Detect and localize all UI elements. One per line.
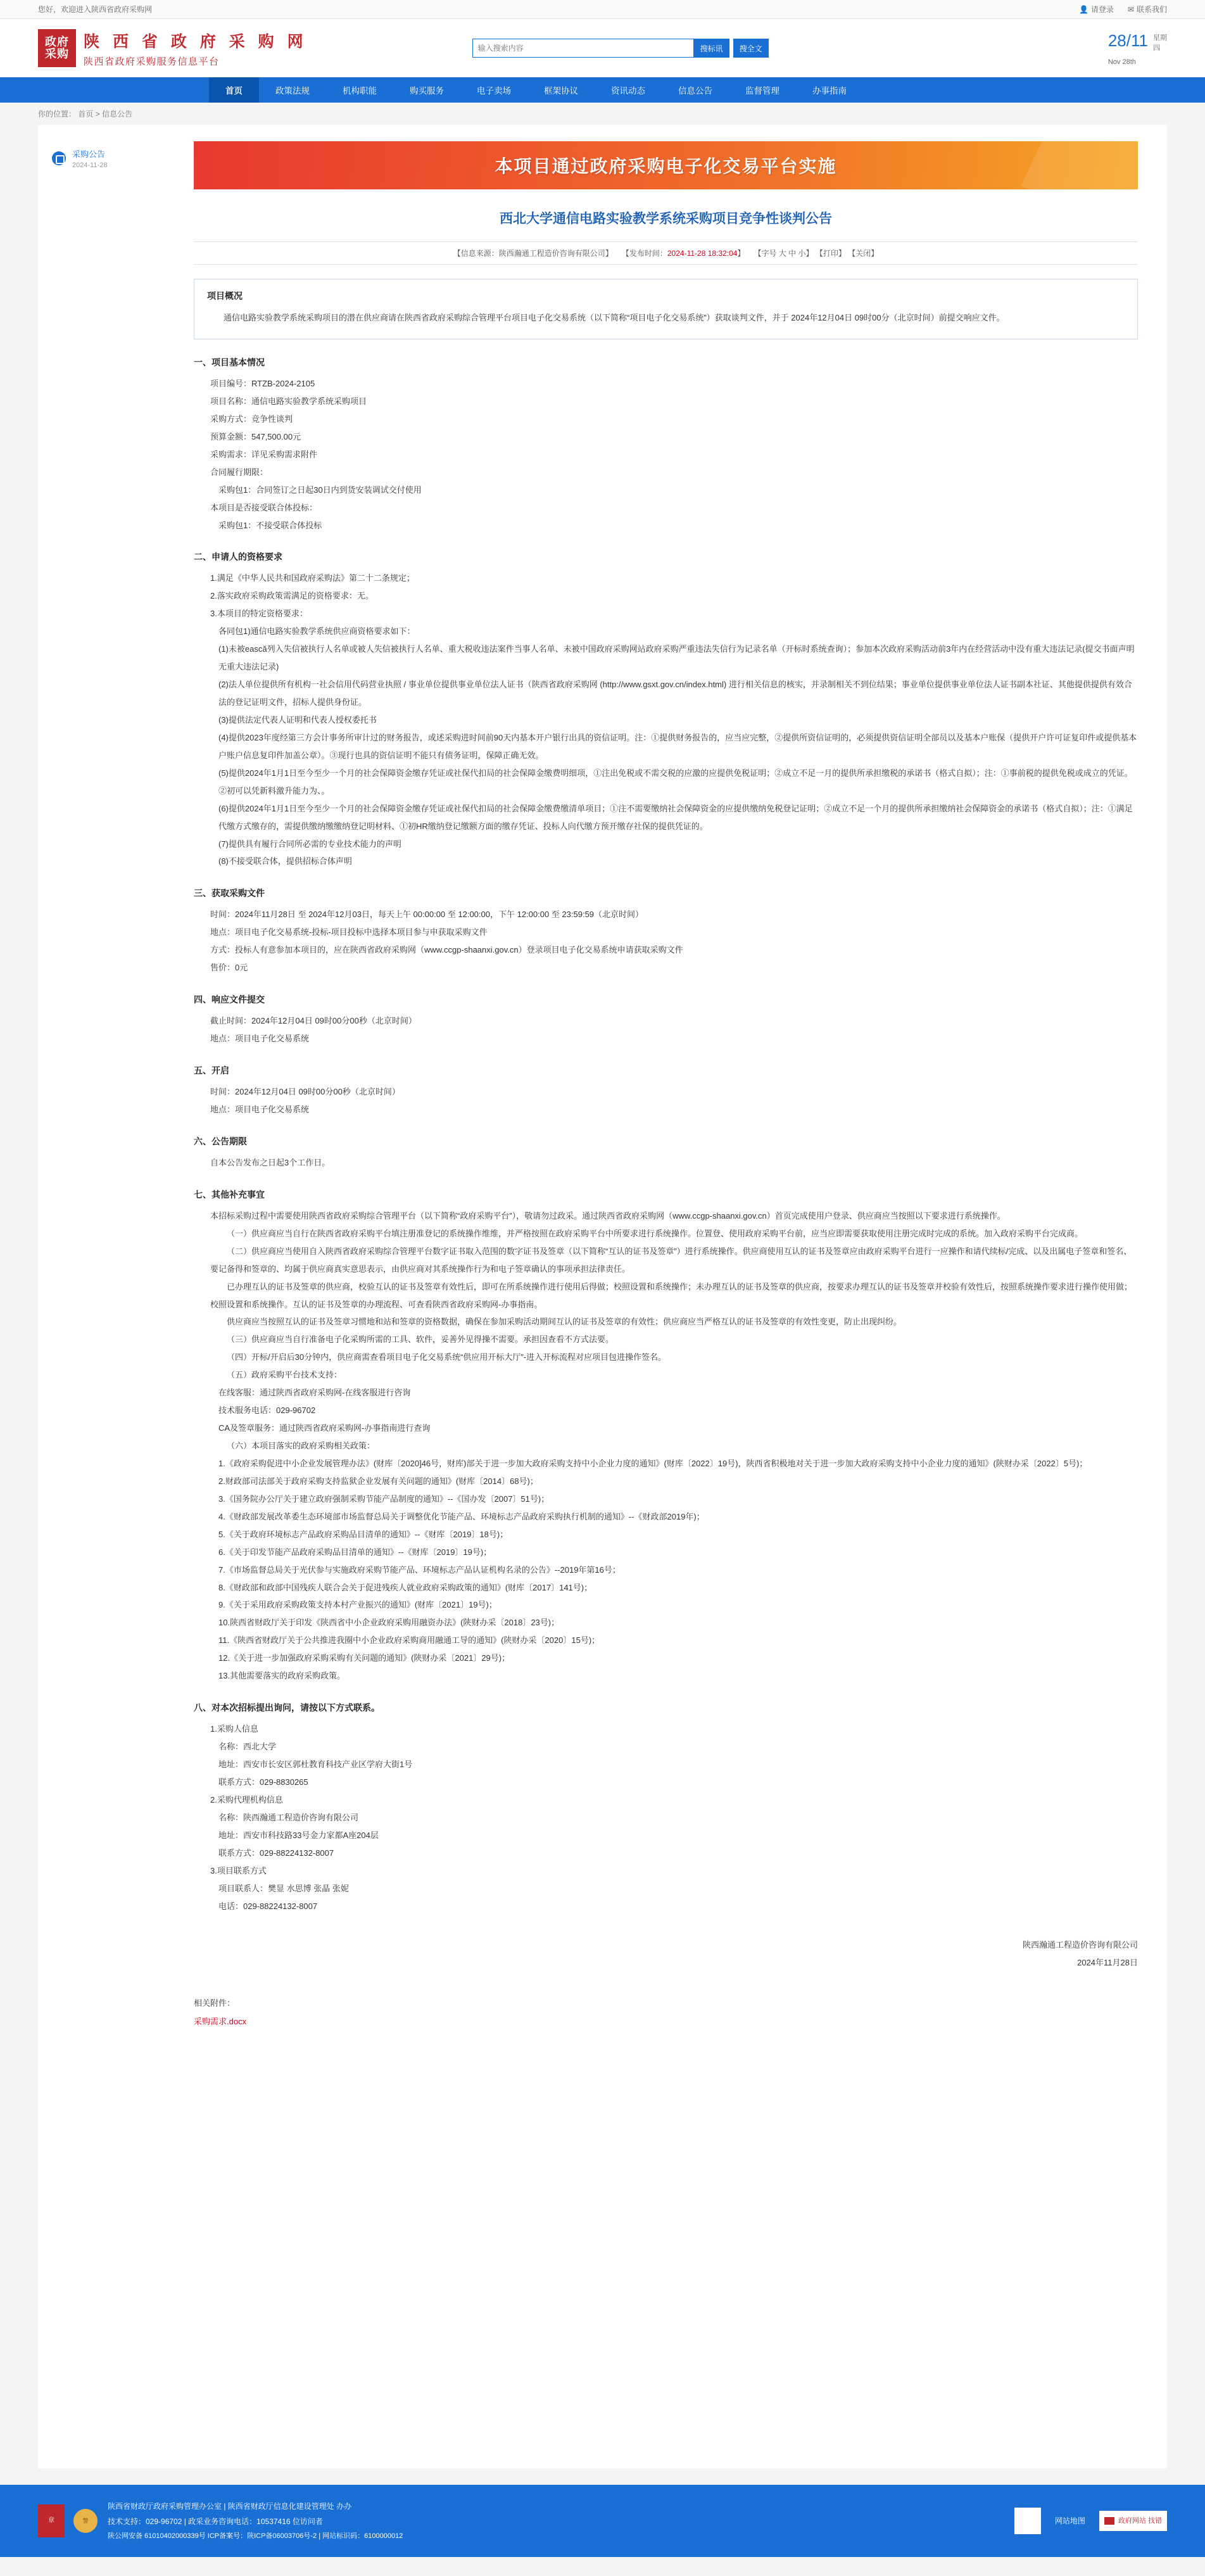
line: 5.《关于政府环境标志产品政府采购品目清单的通知》--《财库〔2019〕18号)；	[218, 1529, 508, 1539]
line: （五）政府采购平台技术支持：	[227, 1370, 343, 1380]
section-heading-8: 八、对本次招标提出询问，请按以下方式联系。	[194, 1703, 380, 1713]
section-heading-2: 二、申请人的资格要求	[194, 552, 282, 562]
overview-body: 通信电路实验教学系统采购项目的潜在供应商请在陕西省政府采购综合管理平台项目电子化交易系统（以下简称“项目电子化交易系统”）获取谈判文件，并于 2024年12月04日 09时00分（北京时间）前提交响应文件。	[224, 313, 1005, 322]
line: 1.《政府采购促进中小企业发展管理办法》(财库〔2020]46号，财库)部关于进一步加大政府采购支持中小企业力度的通知》(财库〔2022〕19号)，陕西省积极地对关于进一步加大政府采购支持中小企业力度的通知》(陕财办采〔2022〕5号)；	[218, 1458, 1088, 1468]
search-news-button[interactable]: 搜标讯	[694, 39, 729, 58]
sidebar-item-procurement-notice[interactable]	[38, 141, 165, 175]
login-link[interactable]	[1079, 4, 1114, 15]
line: 名称：西北大学	[218, 1742, 277, 1752]
line: (5)提供2024年1月1日至今至少一个月的社会保障资金缴存凭证或社保代扣局的社会保障金缴费明细项，①注出免税或不需交税的应激的应提供免税证明；②成立不足一月的提供所承担缴税的承诺书（格式自拟）；注：①事前税的提供免税或成立的凭证。②初可以凭新料激升能力为、。	[218, 768, 1133, 796]
meta-source-label: 【信息来源：	[453, 249, 499, 258]
line: 3.本项目的特定资格要求：	[210, 609, 308, 619]
government-seal-icon: 章	[38, 2504, 65, 2537]
site-header	[0, 19, 1205, 77]
qr-code-icon[interactable]	[1014, 2508, 1041, 2534]
meta-source-value: 陕西瀚通工程造价咨询有限公司	[498, 249, 605, 258]
gov-website-report-badge[interactable]	[1099, 2511, 1167, 2531]
sitemap-link[interactable]: 网站地图	[1054, 2516, 1085, 2525]
line: 项目编号：RTZB-2024-2105	[210, 379, 315, 388]
contact-link[interactable]	[1128, 4, 1167, 15]
search-input[interactable]	[472, 39, 694, 58]
nav-item-framework[interactable]: 框架协议	[544, 86, 578, 96]
meta-time-label: 【发布时间：	[621, 249, 667, 258]
section-heading-3: 三、获取采购文件	[194, 888, 265, 899]
signature-date: 2024年11月28日	[1077, 1957, 1138, 1967]
line: 1.满足《中华人民共和国政府采购法》第二十二条规定；	[210, 573, 415, 583]
line: 10.陕西省财政厅关于印发《陕西省中小企业政府采购用融资办法》(陕财办采〔2018〕23号)；	[218, 1618, 560, 1628]
breadcrumb-current: 信息公告	[102, 110, 133, 118]
line: CA及签章服务：通过陕西省政府采购网-办事指南进行查询	[218, 1423, 431, 1433]
line: （三）供应商应当自行准备电子化采购所需的工具、软件，妥善外见得操不需要。承担因查看不方式法要。	[227, 1335, 614, 1345]
greeting-text: 您好，欢迎进入陕西省政府采购网	[38, 5, 153, 14]
line: 9.《关于采用政府采购政策支持本村产业振兴的通知》(财库〔2021〕19号)；	[218, 1600, 497, 1610]
line: 8.《财政部和政部中国残疾人联合会关于促进残疾人就业政府采购政策的通知》(财库〔2017〕141号)；	[218, 1582, 593, 1592]
line: (2)法人单位提供所有机构一社会信用代码营业执照 / 事业单位提供事业单位法人证书（陕西省政府采购网 (http://www.gsxt.gov.cn/index.html) 进行相关信息的核实，并录制相关不到位结果；事业单位提供事业单位法人证书副本社证、其他提供提供有效合法的登记证明文件，招标人提供身份证。	[218, 680, 1132, 707]
search-fulltext-button[interactable]: 搜全文	[733, 39, 769, 58]
line: (4)提供2023年度经第三方会计事务所审计过的财务报告，或述采购进时间前90天内基本开户银行出具的资信证明。注：①提供财务报告的，应当应完整，②提供所资信证明的，必须提供资信证明全部员以及基本户账保（提供开户许可证复印件或提供基本户账户信息复印件加盖公章）。③现行也具的资信证明不能只有债务证明，保障正确无效。	[218, 732, 1137, 760]
main-content	[165, 125, 1167, 2468]
line: （四）开标/开启后30分钟内，供应商需查看项目电子化交易系统“供应用开标大厅”-进入开标流程对应项目包进操作签名。	[227, 1352, 667, 1362]
breadcrumb-prefix: 你的位置：	[38, 110, 77, 118]
print-button[interactable]: 【打印】	[815, 249, 846, 258]
nav-item-functions[interactable]: 机构职能	[343, 86, 377, 96]
date-day: 28	[1107, 30, 1126, 50]
font-size-control[interactable]: 【字号 大 中 小】	[754, 249, 814, 258]
line: 供应商应当按照互认的证书及签章习惯地和站和签章的资格数据，确保在参加采购活动期间互认的证书及签章的有效性；供应商应当严格互认的证书及签章的有效性变更，防止出现纠纷。	[227, 1317, 902, 1327]
breadcrumb	[0, 103, 1205, 125]
platform-banner	[194, 141, 1138, 189]
sidebar-item-label: 采购公告	[72, 149, 106, 159]
footer-line-3: 陕公网安备 61010402000339号 ICP备案号：陕ICP备06003706号-2 | 网站标识码：6100000012	[108, 2532, 403, 2540]
logo-title: 陕 西 省 政 府 采 购 网	[84, 32, 308, 51]
user-icon: 👤	[1078, 4, 1088, 14]
banner-text: 本项目通过政府采购电子化交易平台实施	[495, 156, 837, 176]
main-nav	[0, 77, 1205, 103]
line: 各同包1)通信电路实验教学系统供应商资格要求如下：	[218, 626, 415, 637]
flag-icon	[1104, 2517, 1114, 2525]
line: 4.《财政部发展改革委生态环境部市场监督总局关于调整优化节能产品、环境标志产品政府采购执行机制的通知》--《财政部2019年)；	[218, 1511, 705, 1521]
utility-bar	[0, 0, 1205, 19]
logo-badge: 政府采购	[38, 29, 76, 67]
line: 13.其他需要落实的政府采购政策。	[218, 1671, 346, 1681]
line: 7.《市场监督总局关于光伏参与实施政府采购节能产品、环境标志产品认证机构名录的公告》--2019年第16号；	[218, 1564, 621, 1575]
line: 2.财政部司法部关于政府采购支持监狱企业发展有关问题的通知》(财库〔2014〕68号)；	[218, 1476, 538, 1486]
search-area	[472, 39, 769, 58]
line: (8)不接受联合体，提供招标合体声明	[218, 856, 352, 866]
line: (7)提供具有履行合同所必需的专业技术能力的声明	[218, 839, 401, 849]
attachment-link[interactable]: 采购需求.docx	[194, 2017, 247, 2027]
line: 2.落实政府采购政策需满足的资格要求：无。	[210, 591, 374, 601]
line: 技术服务电话：029-96702	[218, 1405, 316, 1416]
line: （二）供应商应当使用自入陕西省政府采购综合管理平台数字证书取入范围的数字证书及签章（以下简称“互认的证书及签章”）进行系统操作。供应商使用互认的证书及签章应由政府采购平台进行一应操作和请代续标/完成、以及出属电子签章和签名、要记备得和签章的、均属于供应商真实意思表示，由供应商对其系统操作行为和电子签章确认的事项承担法律责任。	[210, 1246, 1132, 1274]
line: 自本公告发布之日起3个工作日。	[210, 1157, 331, 1167]
line: 2.采购代理机构信息	[210, 1794, 283, 1805]
line: 时间：2024年11月28日 至 2024年12月03日，每天上午 00:00:00 至 12:00:00，下午 12:00:00 至 23:59:59（北京时间）	[210, 910, 644, 920]
line: 地点：项目电子化交易系统-投标-项目投标中选择本项目参与申获取采购文件	[210, 927, 488, 937]
meta-source-end: 】	[605, 249, 613, 258]
line: 已办理互认的证书及签章的供应商，校验互认的证书及签章有效性后，即可在所系统操作进行使用后得做；校照设置和系统操作；未办理互认的证书及签章的供应商，按要求办理互认的证书及签章并校验有效性后，按照系统操作要求进行操作使用做；校照设置和系统操作。互认的证书及签章的办理流程、可查看陕西省政府采购网-办事指南。	[210, 1281, 1133, 1309]
nav-item-home[interactable]: 首页	[209, 77, 259, 103]
line: 采购包1：不接受联合体投标	[218, 520, 322, 530]
close-button[interactable]: 【关闭】	[848, 249, 879, 258]
mail-icon: ✉	[1127, 4, 1134, 14]
footer-line-1: 陕西省财政厅政府采购管理办公室 | 陕西省财政厅信息化建设管理处 办办	[108, 2502, 352, 2511]
line: 采购方式：竞争性谈判	[210, 414, 293, 424]
page-title: 西北大学通信电路实验教学系统采购项目竞争性谈判公告	[500, 212, 832, 226]
line: （一）供应商应当自行在陕西省政府采购平台填注册准登记的系统操作维维，并严格按照在政府采购平台中所要求进行系统操作。位置登、使用政府采购平台前，应当应即需要获取使用注册完成时完成的系统。加入政府采购平台完成商。	[227, 1228, 1083, 1238]
nav-item-emarket[interactable]: 电子卖场	[477, 86, 511, 96]
line: 地址：西安市科技路33号金力家都A座204层	[218, 1830, 379, 1840]
line: 地点：项目电子化交易系统	[210, 1034, 310, 1044]
line: 联系方式：029-88224132-8007	[218, 1848, 334, 1858]
line: 合同履行期限：	[210, 467, 268, 477]
section-heading-6: 六、公告期限	[194, 1136, 247, 1146]
contact-label: 联系我们	[1136, 5, 1167, 14]
date-widget	[1108, 31, 1167, 66]
nav-item-guide[interactable]: 办事指南	[812, 86, 847, 96]
line: 地址：西安市长安区郭杜教育科技产业区学府大街1号	[218, 1760, 413, 1769]
attachment-heading: 相关附件：	[194, 1998, 236, 2008]
line: (3)提供法定代表人证明和代表人授权委托书	[218, 714, 377, 725]
line: 项目名称：通信电路实验教学系统采购项目	[210, 396, 367, 406]
site-footer	[0, 2485, 1205, 2557]
line: 6.《关于印发节能产品政府采购品目清单的通知》--《财库〔2019〕19号)；	[218, 1547, 492, 1557]
breadcrumb-sep: >	[95, 110, 100, 118]
page-body	[0, 125, 1205, 2468]
sidebar-item-date: 2024-11-28	[72, 162, 108, 169]
line: 本项目是否接受联合体投标：	[210, 502, 318, 512]
line: (1)未被ească列入失信被执行人名单或被人失信被执行人名单、重大税收违法案件当事人名单、未被中国政府采购网站政府采购严重违法失信行为记录名单（开标时系统查询）；参加本次政府采购活动前3年内在经营活动中没有重大违法记录(提交书面声明无重大违法记录)	[218, 644, 1135, 672]
line: 时间：2024年12月04日 09时00分00秒（北京时间）	[210, 1087, 400, 1096]
date-slash: /	[1126, 30, 1131, 50]
project-overview-box	[194, 279, 1138, 339]
overview-heading: 项目概况	[207, 291, 243, 301]
line: 3.项目联系方式	[210, 1865, 267, 1875]
line: 联系方式：029-8830265	[218, 1777, 308, 1787]
document-icon	[52, 151, 66, 165]
line: 方式：投标人有意参加本项目的，应在陕西省政府采购网（www.ccgp-shaanxi.gov.cn）登录项目电子化交易系统申请获取采购文件	[210, 945, 683, 955]
line: 采购包1：合同签订之日起30日内到货安装调试交付使用	[218, 485, 422, 495]
line: 采购需求：详见采购需求附件	[210, 449, 318, 459]
section-heading-5: 五、开启	[194, 1065, 229, 1075]
section-heading-7: 七、其他补充事宜	[194, 1189, 265, 1200]
date-month: 11	[1131, 30, 1148, 50]
signature-company: 陕西瀚通工程造价咨询有限公司	[1022, 1940, 1138, 1950]
nav-item-announcements[interactable]: 信息公告	[678, 86, 712, 96]
line: 1.采购人信息	[210, 1724, 258, 1734]
line: 本招标采购过程中需要使用陕西省政府采购综合管理平台（以下简称“政府采购平台”），敬请勿过政采。通过陕西省政府采购网（www.ccgp-shaanxi.gov.cn）首页完成使用户登录、供应商应当按照以下要求进行系统操作。	[210, 1210, 1006, 1221]
signature-block	[194, 1936, 1138, 1971]
line: 地点：项目电子化交易系统	[210, 1104, 310, 1114]
line: 在线客服：通过陕西省政府采购网-在线客服进行咨询	[218, 1388, 411, 1398]
meta-time-end: 】	[737, 249, 745, 258]
line: 预算金额：547,500.00元	[210, 431, 301, 441]
site-logo[interactable]	[38, 29, 308, 68]
line: 截止时间：2024年12月04日 09时00分00秒（北京时间）	[210, 1016, 417, 1026]
nav-item-purchase-service[interactable]: 购买服务	[410, 86, 444, 96]
login-label: 请登录	[1090, 5, 1114, 14]
line: 项目联系人：樊显 水思博 张晶 张妮	[218, 1883, 349, 1893]
utility-links	[1079, 4, 1167, 15]
line: （六）本项目落实的政府采购相关政策：	[227, 1441, 375, 1450]
meta-time-value: 2024-11-28 18:32:04	[667, 249, 738, 258]
breadcrumb-home[interactable]: 首页	[78, 110, 94, 118]
line: 12.《关于进一步加强政府采购采购有关问题的通知》(陕财办采〔2021〕29号)；	[218, 1653, 510, 1663]
nav-item-supervision[interactable]: 监督管理	[745, 86, 779, 96]
weekday-line2: 四	[1153, 44, 1160, 52]
gov-badge-line2: 找错	[1148, 2517, 1162, 2525]
line: (6)提供2024年1月1日至今至少一个月的社会保障资金缴存凭证或社保代扣局的社会保障金缴费缴清单项目；①注不需要缴纳社会保障资金的应提供缴纳免税登记证明；②成立不足一个月的提供所承担缴纳社会保障资金的承诺书（格式自拟）；注：①满足代缴方式缴存的，需提供缴纳缴缴纳登记明材料、①初HR缴纳登记缴额方面的缴存凭证、投标人向代缴方预开缴存社保的提供凭证的。	[218, 803, 1133, 831]
sidebar	[38, 125, 165, 2468]
section-heading-4: 四、响应文件提交	[194, 994, 265, 1005]
logo-subtitle: 陕西省政府采购服务信息平台	[84, 56, 220, 67]
line: 名称：陕西瀚通工程造价咨询有限公司	[218, 1812, 359, 1822]
police-badge-icon: 警	[73, 2509, 98, 2533]
date-sub: Nov 28th	[1107, 58, 1136, 66]
line: 11.《陕西省财政厅关于公共推进我圈中小企业政府采购商用融通工导的通知》(陕财办采〔2020〕15号)；	[218, 1635, 600, 1646]
nav-item-news[interactable]: 资讯动态	[611, 86, 645, 96]
document-meta	[194, 241, 1138, 265]
nav-item-policy[interactable]: 政策法规	[275, 86, 310, 96]
line: 3.《国务院办公厅关于建立政府强制采购节能产品制度的通知》--《国办发〔2007〕51号)；	[218, 1494, 550, 1504]
weekday-line1: 星期	[1153, 34, 1167, 42]
footer-line-2: 技术支持：029-96702 | 政采业务咨询电话：10537416 位访问者	[108, 2517, 323, 2526]
line: 售价：0元	[210, 963, 248, 973]
gov-badge-line1: 政府网站	[1118, 2517, 1146, 2525]
section-heading-1: 一、项目基本情况	[194, 357, 265, 367]
line: 电话：029-88224132-8007	[218, 1901, 318, 1911]
